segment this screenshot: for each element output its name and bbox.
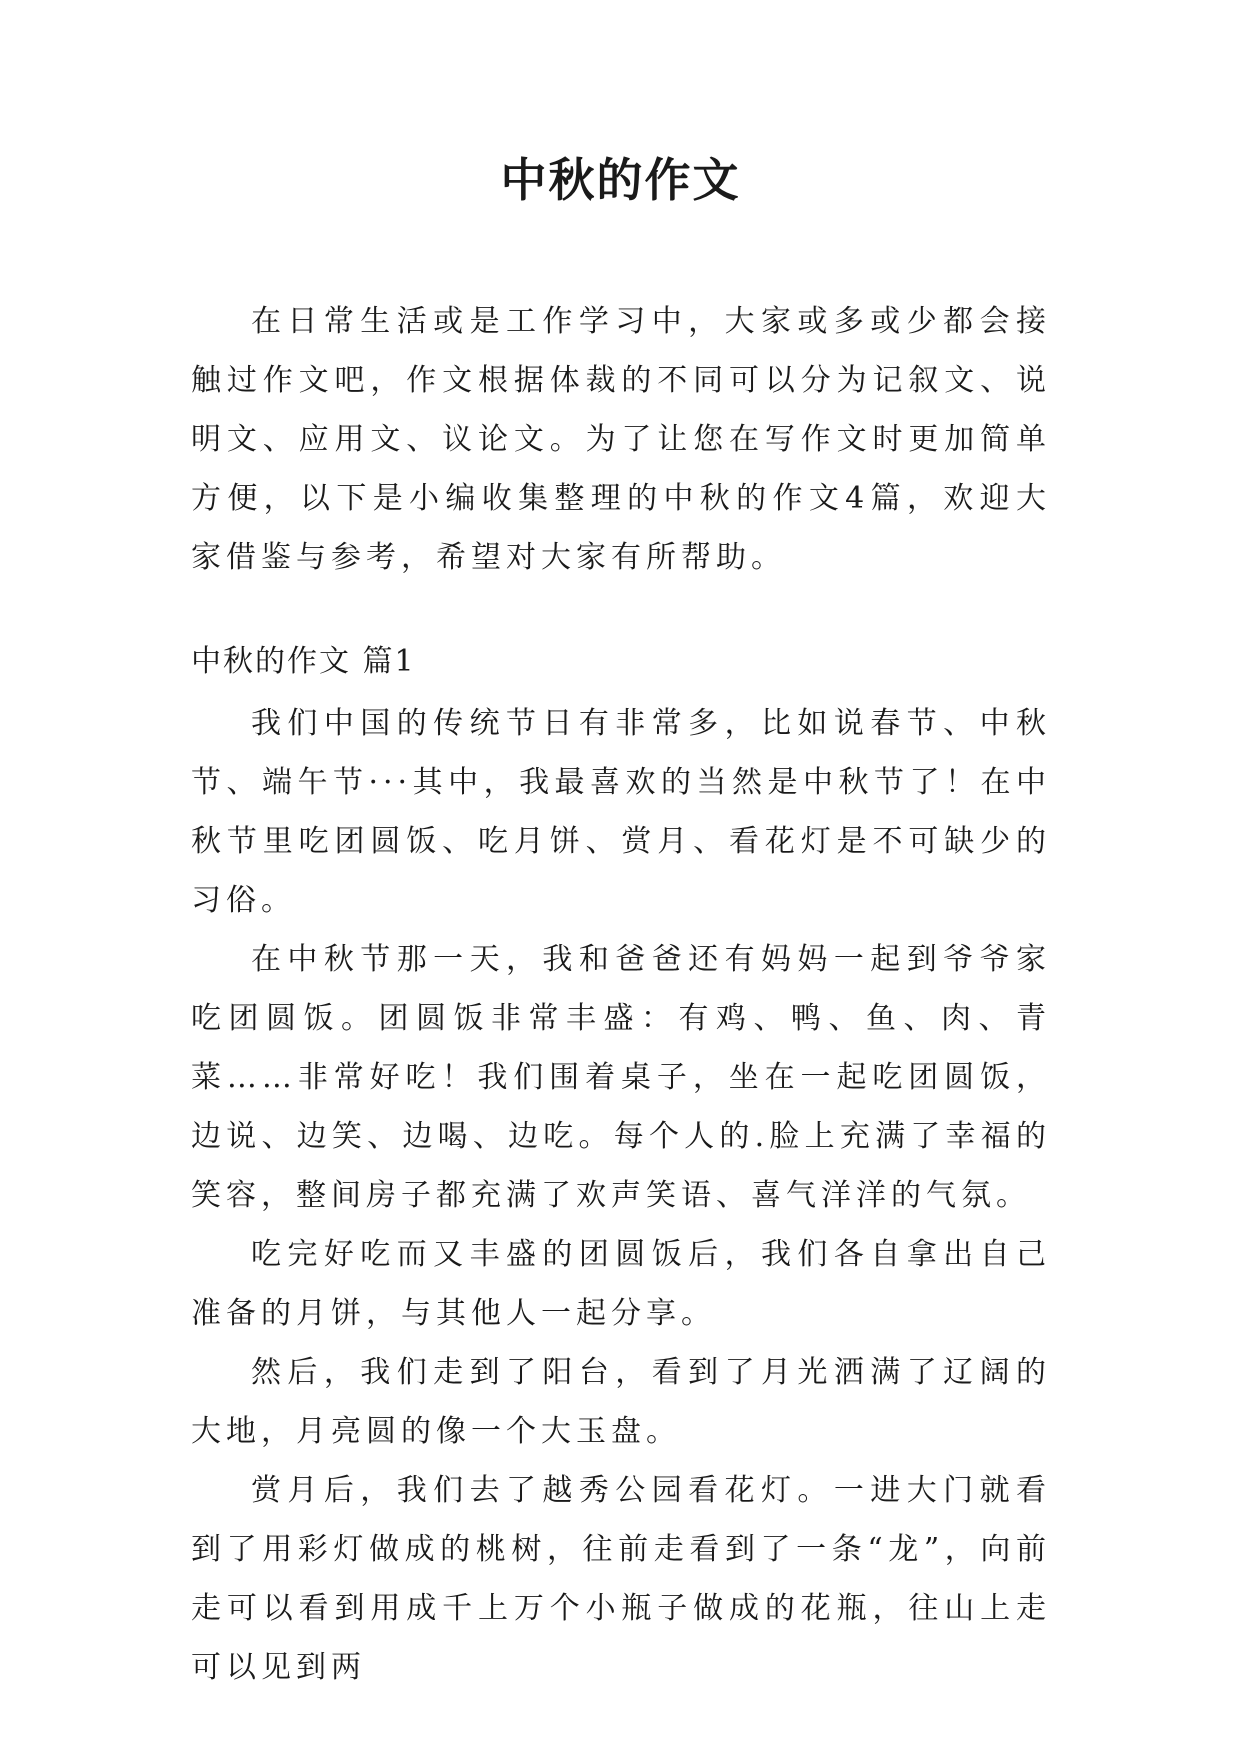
document-title: 中秋的作文 [500,153,741,207]
body-paragraph-1: 我们中国的传统节日有非常多，比如说春节、中秋节、端午节···其中，我最喜欢的当然是中秋节了！在中秋节里吃团圆饭、吃月饼、赏月、看花灯是不可缺少的习俗。 [191,706,1051,918]
body-paragraph-3: 吃完好吃而又丰盛的团圆饭后，我们各自拿出自己准备的月饼，与其他人一起分享。 [191,1237,1051,1331]
section-body [191,694,1051,1697]
intro-block [191,292,1051,587]
intro-paragraph: 在日常生活或是工作学习中，大家或多或少都会接触过作文吧，作文根据体裁的不同可以分为记叙文、说明文、应用文、议论文。为了让您在写作文时更加简单方便，以下是小编收集整理的中秋的作文4篇，欢迎大家借鉴与参考，希望对大家有所帮助。 [191,304,1051,575]
body-paragraph-5: 赏月后，我们去了越秀公园看花灯。一进大门就看到了用彩灯做成的桃树，往前走看到了一条“龙”，向前走可以看到用成千上万个小瓶子做成的花瓶，往山上走可以见到两 [191,1473,1051,1685]
section-heading: 中秋的作文 篇1 [191,644,416,679]
body-paragraph-4: 然后，我们走到了阳台，看到了月光洒满了辽阔的大地，月亮圆的像一个大玉盘。 [191,1355,1051,1449]
body-paragraph-2: 在中秋节那一天，我和爸爸还有妈妈一起到爷爷家吃团圆饭。团圆饭非常丰盛：有鸡、鸭、鱼、肉、青菜……非常好吃！我们围着桌子，坐在一起吃团圆饭，边说、边笑、边喝、边吃。每个人的.脸上充满了幸福的笑容，整间房子都充满了欢声笑语、喜气洋洋的气氛。 [191,942,1051,1213]
